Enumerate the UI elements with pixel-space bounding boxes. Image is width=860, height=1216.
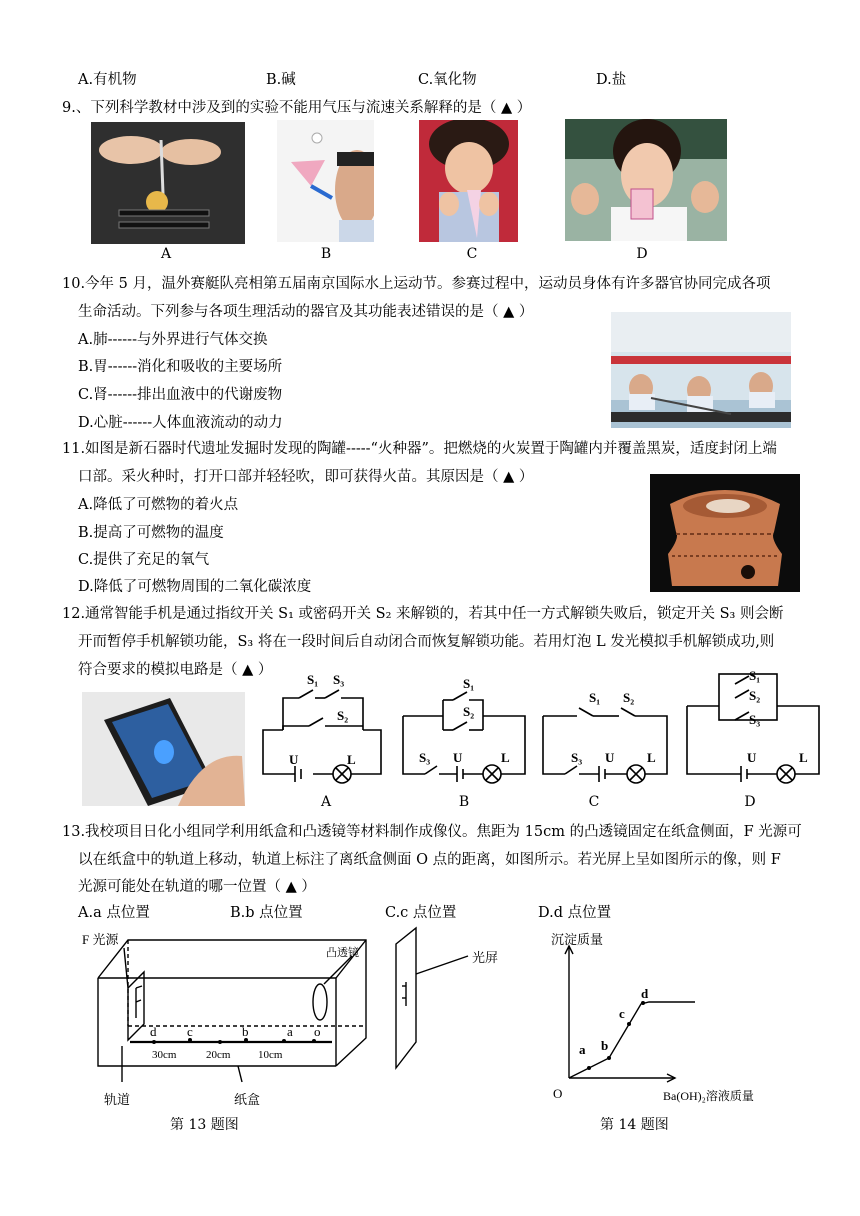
fig14-origin: O: [553, 1086, 563, 1101]
fig13-box: 纸盒: [234, 1092, 261, 1107]
fig13-screen: 光屏: [472, 950, 499, 965]
circuit-d-s3: S₃: [749, 712, 761, 727]
q11-option-c: C.提供了充足的氧气: [78, 552, 210, 568]
circuit-a-s3: S₃: [333, 672, 345, 687]
q13-stem-line3: 光源可能处在轨道的哪一位置（ ▲ ）: [78, 879, 316, 895]
q11-option-b: B.提高了可燃物的温度: [78, 525, 224, 541]
circuit-d-l: L: [799, 750, 808, 765]
fig13-track: 轨道: [104, 1092, 131, 1107]
circuit-d-s2: S₂: [749, 688, 761, 703]
q8-option-b: B.碱: [266, 72, 296, 88]
circuit-d-s1: S₁: [749, 670, 761, 683]
fig13-point-d: d: [150, 1024, 157, 1039]
fig13-dist-10: 10cm: [258, 1049, 283, 1061]
q13-figure: [70, 926, 510, 1116]
fig13-point-b: b: [242, 1024, 249, 1039]
circuit-c-l: L: [647, 750, 656, 765]
circuit-b-s2: S₂: [463, 704, 475, 719]
q11-stem-line1: 11.如图是新石器时代遗址发掘时发现的陶罐-----“火种器”。把燃烧的火炭置于陶罐内并覆盖黑炭，适度封闭上端: [62, 441, 777, 457]
q11-pottery-photo: [650, 474, 800, 592]
circuit-b-s3: S₃: [419, 750, 431, 765]
q13-option-b: B.b 点位置: [230, 905, 303, 921]
fig14-point-b: b: [601, 1038, 609, 1053]
q12-label-a: A: [320, 794, 332, 810]
fig14-point-d: d: [641, 986, 649, 1001]
q13-stem-line2: 以在纸盒中的轨道上移动，轨道上标注了离纸盒侧面 O 点的距离，如图所示。若光屏上呈如图所示的像，则 F: [78, 852, 781, 868]
q9-label-d: D: [636, 246, 648, 262]
q9-photo-d: [565, 119, 727, 241]
q9-stem: 9.、下列科学教材中涉及到的实验不能用气压与流速关系解释的是（ ▲ ）: [62, 100, 532, 116]
fig13-dist-20: 20cm: [206, 1049, 231, 1061]
q8-option-c: C.氧化物: [418, 72, 477, 88]
q13-option-d: D.d 点位置: [538, 905, 612, 921]
q10-rowing-photo: [611, 312, 791, 428]
q8-option-a: A.有机物: [78, 72, 137, 88]
q12-stem-line3: 符合要求的模拟电路是（ ▲ ）: [78, 662, 273, 678]
circuit-c-u: U: [605, 750, 615, 765]
q10-option-b: B.胃------消化和吸收的主要场所: [78, 359, 283, 375]
q10-option-d: D.心脏------人体血液流动的动力: [78, 415, 283, 431]
q10-option-c: C.肾------排出血液中的代谢废物: [78, 387, 283, 403]
fig13-caption: 第 13 题图: [170, 1117, 239, 1133]
circuit-d-u: U: [747, 750, 757, 765]
circuit-c-s2: S₂: [623, 690, 635, 705]
q8-option-d: D.盐: [596, 72, 627, 88]
q11-option-d: D.降低了可燃物周围的二氧化碳浓度: [78, 579, 312, 595]
circuit-c-s3: S₃: [571, 750, 583, 765]
fig14-ylabel: 沉淀质量: [551, 932, 604, 947]
q12-stem-line2: 开而暂停手机解锁功能，S₃ 将在一段时间后自动闭合而恢复解锁功能。若用灯泡 L 发光模拟手机解锁成功,则: [78, 634, 775, 650]
circuit-b-u: U: [453, 750, 463, 765]
fig14-xlabel: Ba(OH)₂溶液质量: [663, 1089, 754, 1103]
q12-label-b: B: [458, 794, 470, 810]
circuit-c-s1: S₁: [589, 690, 601, 705]
fig13-dist-30: 30cm: [152, 1049, 177, 1061]
fig13-point-a: a: [287, 1024, 293, 1039]
fig13-point-o: o: [314, 1024, 321, 1039]
q9-label-b: B: [320, 246, 332, 262]
circuit-a-s2: S₂: [337, 708, 349, 723]
q9-photo-a: [91, 122, 245, 244]
q13-option-a: A.a 点位置: [78, 905, 150, 921]
q12-phone-photo: [82, 692, 245, 806]
fig13-f-source: F 光源: [82, 932, 119, 947]
fig14-point-a: a: [579, 1042, 586, 1057]
q10-option-a: A.肺------与外界进行气体交换: [78, 332, 268, 348]
q9-label-a: A: [160, 246, 172, 262]
q10-stem-line1: 10.今年 5 月，温外赛艇队亮相第五届南京国际水上运动节。参赛过程中，运动员身体有许多器官协同完成各项: [62, 276, 771, 292]
fig13-lens: 凸透镜: [326, 947, 359, 959]
q11-stem-line2: 口部。采火种时，打开口部并轻轻吹，即可获得火苗。其原因是（ ▲ ）: [78, 469, 534, 485]
circuit-a-l: L: [347, 752, 356, 767]
q14-figure: [545, 926, 785, 1116]
q12-stem-line1: 12.通常智能手机是通过指纹开关 S₁ 或密码开关 S₂ 来解锁的，若其中任一方式解锁失败后，锁定开关 S₃ 则会断: [62, 606, 784, 622]
circuit-b-l: L: [501, 750, 510, 765]
q10-stem-line2: 生命活动。下列参与各项生理活动的器官及其功能表述错误的是（ ▲ ）: [78, 304, 534, 320]
q12-label-d: D: [744, 794, 756, 810]
circuit-a-u: U: [289, 752, 299, 767]
q9-photo-c: [419, 120, 518, 242]
q9-photo-b: [277, 120, 374, 242]
circuit-a-s1: S₁: [307, 672, 319, 687]
q9-label-c: C: [466, 246, 478, 262]
fig14-point-c: c: [619, 1006, 625, 1021]
circuit-b-s1: S₁: [463, 676, 475, 691]
fig13-point-c: c: [187, 1024, 193, 1039]
q11-option-a: A.降低了可燃物的着火点: [78, 497, 239, 513]
q12-circuits: [255, 670, 845, 812]
q12-label-c: C: [588, 794, 600, 810]
q13-option-c: C.c 点位置: [385, 905, 457, 921]
fig14-caption: 第 14 题图: [600, 1117, 669, 1133]
q13-stem-line1: 13.我校项目日化小组同学利用纸盒和凸透镜等材料制作成像仪。焦距为 15cm 的凸透镜固定在纸盒侧面，F 光源可: [62, 824, 802, 840]
